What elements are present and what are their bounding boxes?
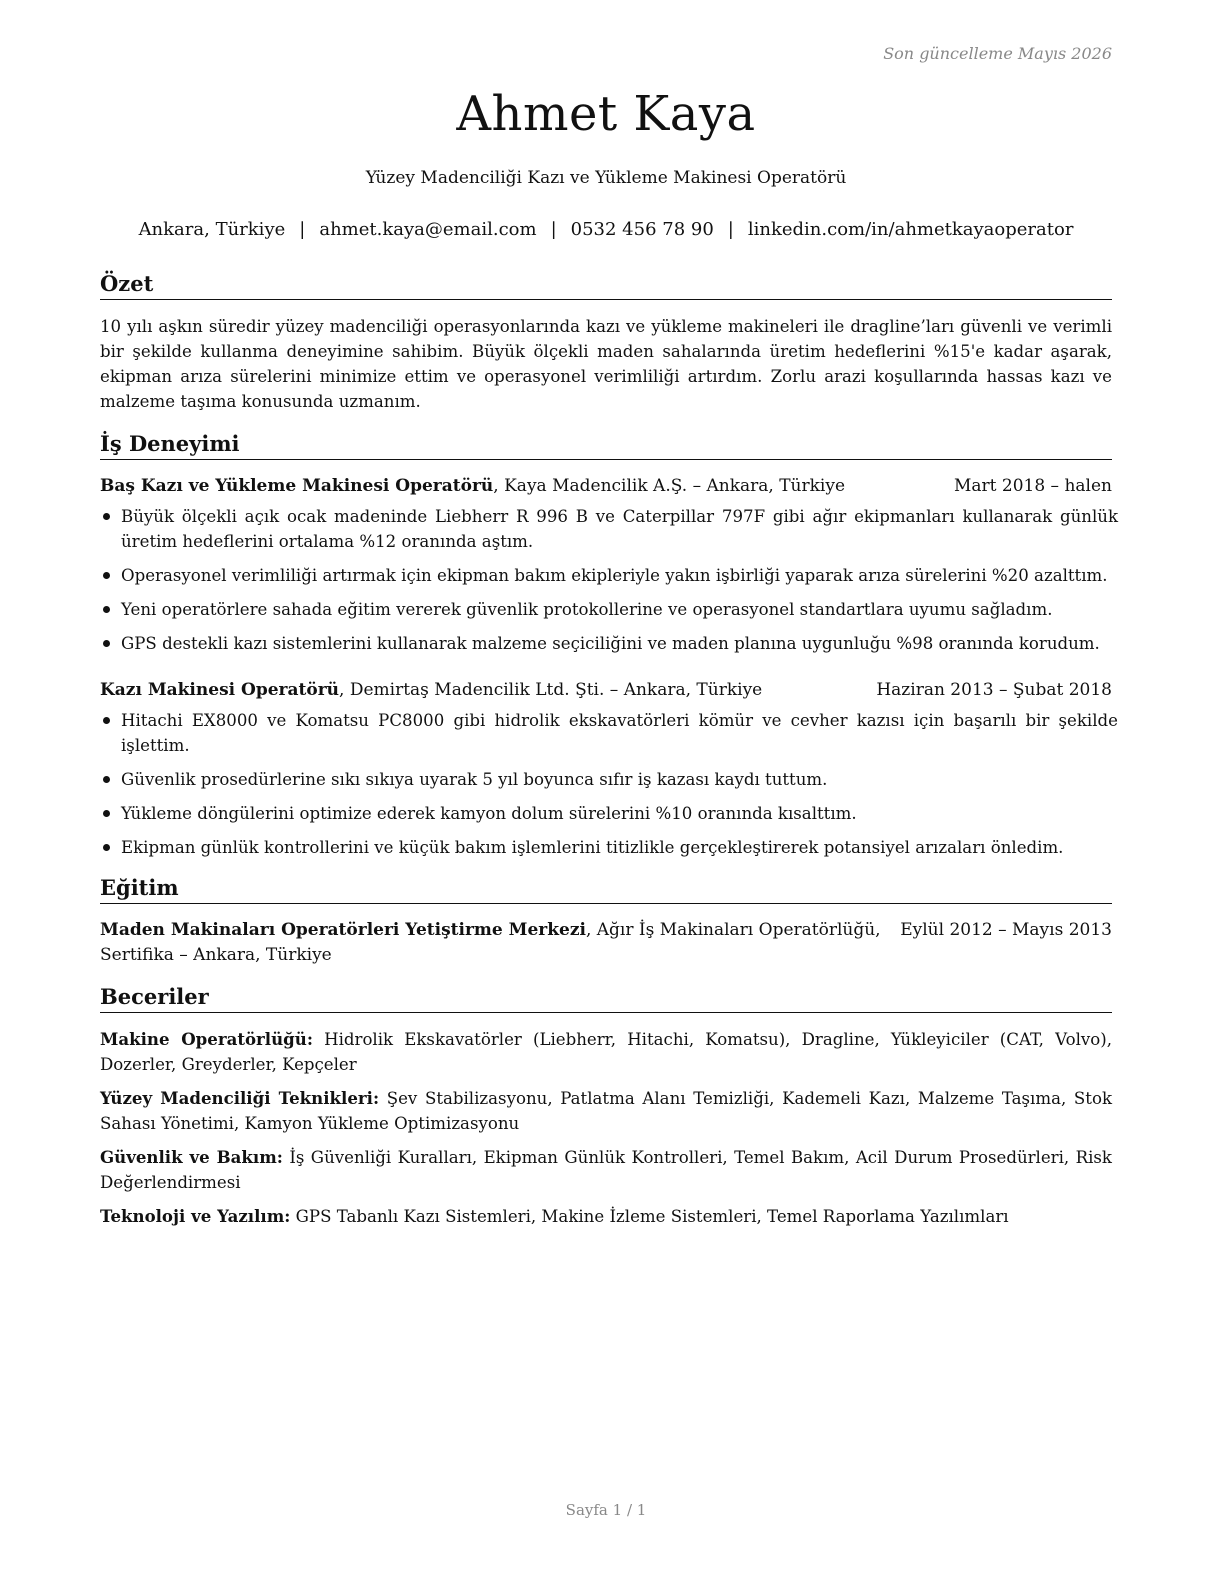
job-header — [100, 474, 1112, 499]
skill-label: Güvenlik ve Bakım: — [100, 1147, 283, 1167]
contact-linkedin[interactable]: linkedin.com/in/ahmetkayaoperator — [747, 219, 1074, 240]
contact-separator: | — [550, 219, 557, 240]
job-bullet: Ekipman günlük kontrollerini ve küçük bakım işlemlerini titizlikle gerçekleştirerek potansiyel arızaları önledim. — [100, 835, 1118, 860]
job-bullet: Operasyonel verimliliği artırmak için ekipman bakım ekipleriyle yakın işbirliği yaparak arıza sürelerini %20 azalttım. — [100, 563, 1118, 588]
job-dates: Mart 2018 – halen — [953, 476, 1112, 496]
section-heading-education: Eğitim — [100, 874, 1112, 904]
skill-line — [100, 1145, 1112, 1195]
education-dates: Eylül 2012 – Mayıs 2013 — [900, 920, 1112, 940]
summary-text: 10 yılı aşkın süredir yüzey madenciliği operasyonlarında kazı ve yükleme makineleri ile dragline’ları güvenli ve verimli bir şekilde kullanma deneyimine sahibim. Büyük ölçekli maden sahalarında üretim hedeflerini %15'e kadar aşarak, ekipman arıza sürelerini minimize ettim ve operasyonel verimliliği artırdım. Zorlu arazi koşullarında hassas kazı ve malzeme taşıma konusunda uzmanım. — [100, 317, 1112, 411]
job-bullet: Büyük ölçekli açık ocak madeninde Liebherr R 996 B ve Caterpillar 797F gibi ağır ekipmanları kullanarak günlük üretim hedeflerini ortalama %12 oranında aştım. — [100, 504, 1118, 554]
education-entry — [100, 918, 1112, 968]
contact-location: Ankara, Türkiye — [138, 219, 286, 240]
job-bullet: Güvenlik prosedürlerine sıkı sıkıya uyarak 5 yıl boyunca sıfır iş kazası kaydı tuttum. — [100, 767, 1118, 792]
section-heading-summary: Özet — [100, 270, 1112, 300]
skill-line — [100, 1086, 1112, 1136]
skill-text: Şev Stabilizasyonu, Patlatma Alanı Temizliği, Kademeli Kazı, Malzeme Taşıma, Stok Sahası Yönetimi, Kamyon Yükleme Optimizasyonu — [100, 1089, 1112, 1133]
job-role: Kazı Makinesi Operatörü — [100, 680, 340, 700]
contact-separator: | — [299, 219, 306, 240]
job-dates: Haziran 2013 – Şubat 2018 — [876, 680, 1112, 700]
skill-label: Makine Operatörlüğü: — [100, 1029, 313, 1049]
contact-separator: | — [727, 219, 734, 240]
job-bullet: Hitachi EX8000 ve Komatsu PC8000 gibi hidrolik ekskavatörleri kömür ve cevher kazısı için başarılı bir şekilde işlettim. — [100, 708, 1118, 758]
section-heading-skills: Beceriler — [100, 983, 1112, 1013]
contact-line — [100, 219, 1112, 240]
job-company: , Demirtaş Madencilik Ltd. Şti. – Ankara, Türkiye — [339, 680, 763, 700]
education-institution: Maden Makinaları Operatörleri Yetiştirme Merkezi — [100, 920, 586, 940]
skill-label: Yüzey Madenciliği Teknikleri: — [100, 1088, 380, 1108]
job-role: Baş Kazı ve Yükleme Makinesi Operatörü — [100, 476, 494, 496]
job-bullets — [100, 708, 1118, 869]
job-title: Yüzey Madenciliği Kazı ve Yükleme Makinesi Operatörü — [365, 168, 847, 188]
education-text — [100, 918, 890, 968]
job-header — [100, 678, 1112, 703]
job-bullet: Yeni operatörlere sahada eğitim vererek güvenlik protokollerine ve operasyonel standartlara uyumu sağladım. — [100, 597, 1118, 622]
contact-phone: 0532 456 78 90 — [570, 219, 714, 240]
section-heading-experience: İş Deneyimi — [100, 430, 1112, 460]
skill-text: İş Güvenliği Kuralları, Ekipman Günlük Kontrolleri, Temel Bakım, Acil Durum Prosedürleri, Risk Değerlendirmesi — [100, 1148, 1112, 1192]
skill-text: GPS Tabanlı Kazı Sistemleri, Makine İzleme Sistemleri, Temel Raporlama Yazılımları — [290, 1207, 1009, 1226]
page-number: Sayfa 1 / 1 — [565, 1501, 647, 1519]
candidate-name: Ahmet Kaya — [456, 86, 756, 142]
skill-line — [100, 1027, 1112, 1077]
job-bullet: Yükleme döngülerini optimize ederek kamyon dolum sürelerini %10 oranında kısalttım. — [100, 801, 1118, 826]
job-company: , Kaya Madencilik A.Ş. – Ankara, Türkiye — [493, 476, 846, 496]
job-bullets — [100, 504, 1118, 665]
skill-text: Hidrolik Ekskavatörler (Liebherr, Hitachi, Komatsu), Dragline, Yükleyiciler (CAT, Volvo), Dozerler, Greyderler, Kepçeler — [100, 1030, 1112, 1074]
job-bullet: GPS destekli kazı sistemlerini kullanarak malzeme seçiciliğini ve maden planına uygunluğu %98 oranında korudum. — [100, 631, 1118, 656]
education-details: , Ağır İş Makinaları Operatörlüğü, Sertifika – Ankara, Türkiye — [100, 920, 881, 965]
skill-label: Teknoloji ve Yazılım: — [100, 1206, 291, 1226]
skill-line — [100, 1204, 1112, 1229]
last-updated-note: Son güncelleme Mayıs 2026 — [883, 44, 1112, 63]
contact-email[interactable]: ahmet.kaya@email.com — [319, 219, 537, 240]
resume-page — [100, 0, 1118, 1584]
